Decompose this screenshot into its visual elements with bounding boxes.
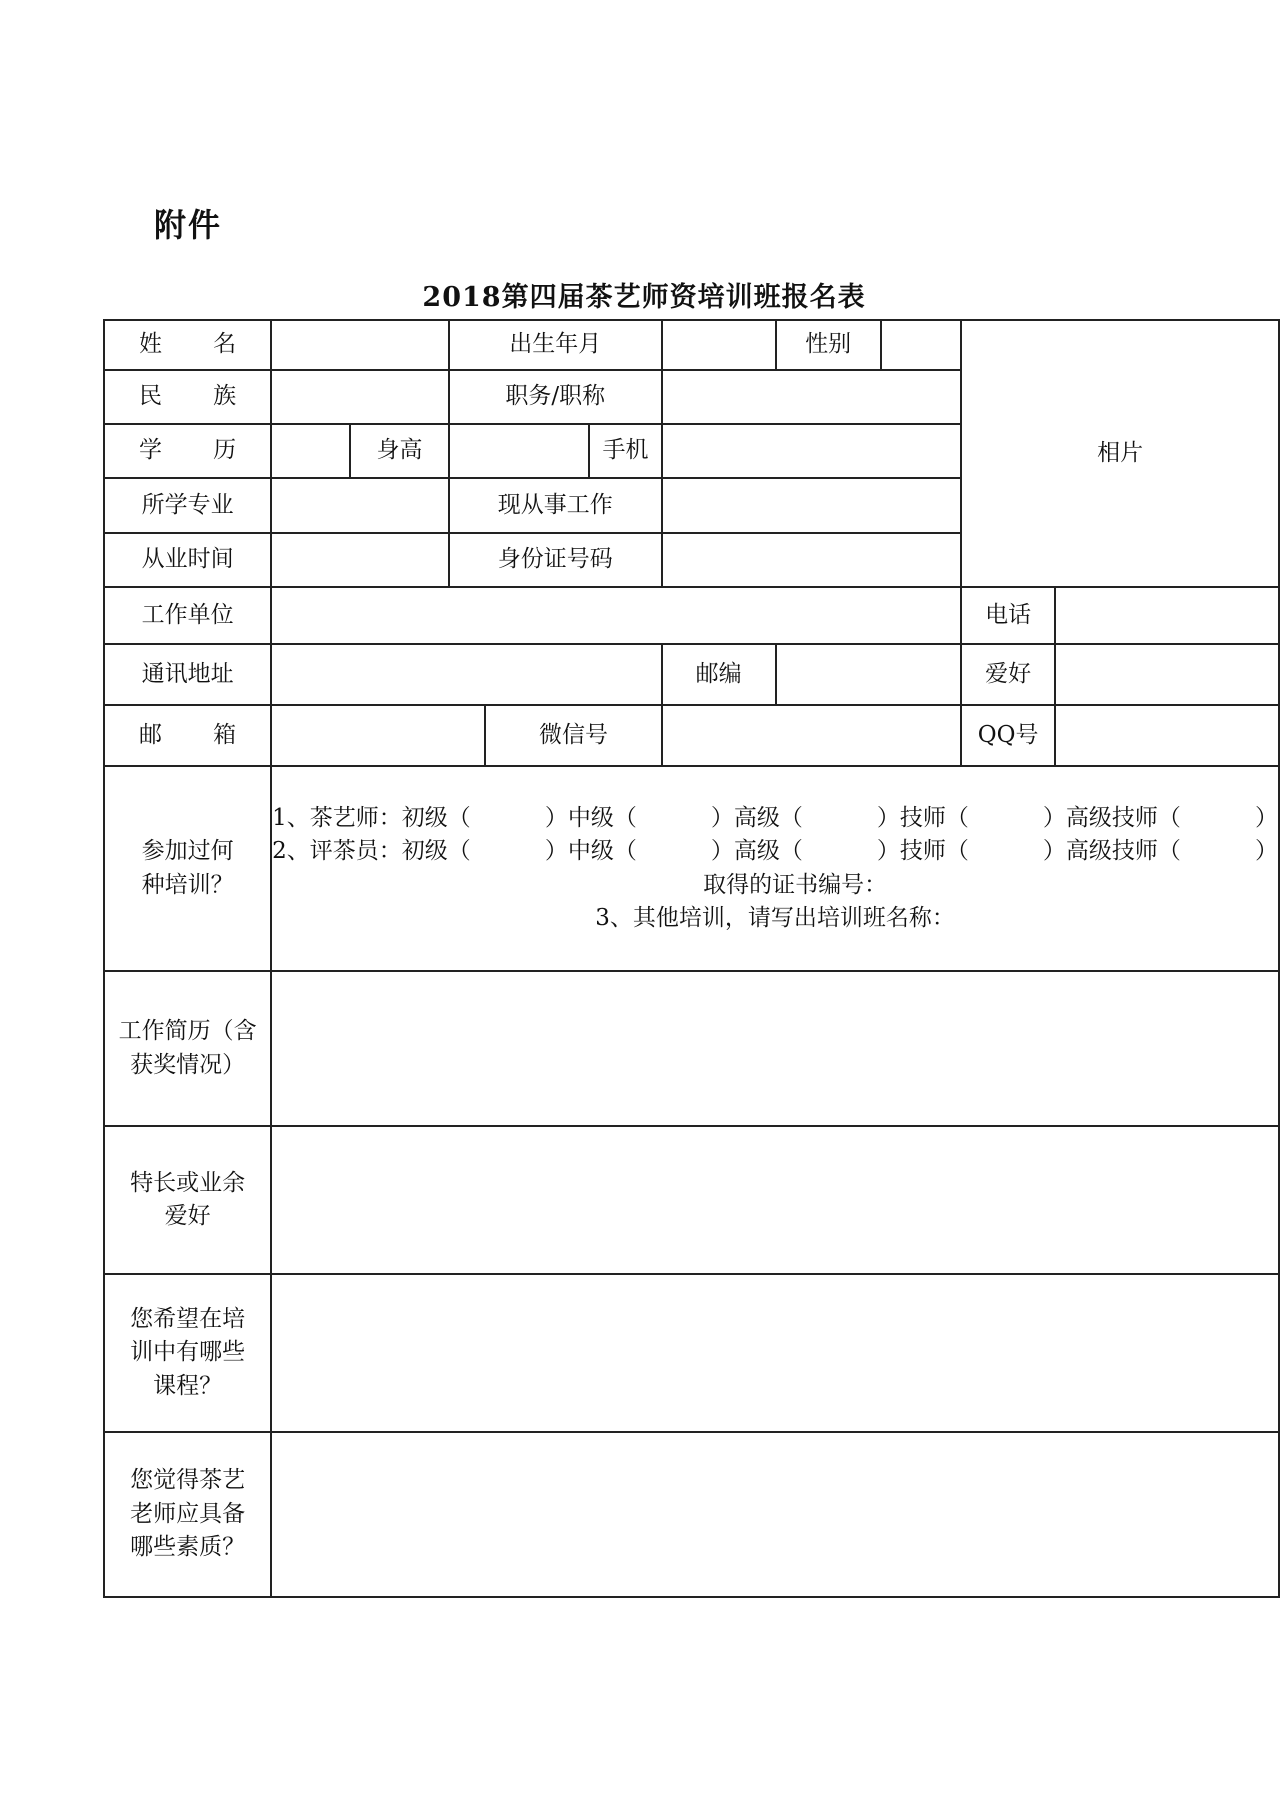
training-field[interactable] xyxy=(271,766,1279,971)
resume-field[interactable] xyxy=(271,971,1279,1126)
training-label: 参加过何 种培训？ xyxy=(104,766,271,971)
id-number-label: 身份证号码 xyxy=(449,533,662,587)
email-field[interactable] xyxy=(271,705,485,766)
hobby-field[interactable] xyxy=(1055,644,1279,705)
name-field[interactable] xyxy=(271,320,449,370)
courses-field[interactable] xyxy=(271,1274,1279,1432)
table-row xyxy=(104,644,1279,705)
attachment-label: 附件 xyxy=(154,206,223,244)
other-training: 3、其他培训，请写出培训班名称： xyxy=(595,904,955,931)
photo-box[interactable]: 相片 xyxy=(961,320,1279,587)
quality-label: 您觉得茶艺 老师应具备 哪些素质？ xyxy=(104,1432,271,1597)
specialty-label: 特长或业余 爱好 xyxy=(104,1126,271,1274)
birth-label: 出生年月 xyxy=(449,320,662,370)
name-label: 姓 名 xyxy=(104,320,271,370)
certificate-number: 取得的证书编号： xyxy=(703,871,888,898)
ethnic-label: 民 族 xyxy=(104,370,271,424)
table-row xyxy=(104,320,1279,370)
ethnic-field[interactable] xyxy=(271,370,449,424)
tea-artist-levels: 1、茶艺师：初级（ ）中级（ ）高级（ ）技师（ ）高级技师（ ） xyxy=(272,804,1278,831)
education-label: 学 历 xyxy=(104,424,271,478)
table-row xyxy=(104,1274,1279,1432)
qq-label: QQ号 xyxy=(961,705,1055,766)
hobby-label: 爱好 xyxy=(961,644,1055,705)
email-label: 邮 箱 xyxy=(104,705,271,766)
wechat-label: 微信号 xyxy=(485,705,661,766)
postcode-label: 邮编 xyxy=(662,644,776,705)
phone-label: 电话 xyxy=(961,587,1055,644)
gender-field[interactable] xyxy=(881,320,962,370)
address-field[interactable] xyxy=(271,644,661,705)
gender-label: 性别 xyxy=(776,320,881,370)
table-row xyxy=(104,971,1279,1126)
major-field[interactable] xyxy=(271,478,449,533)
mobile-label: 手机 xyxy=(589,424,661,478)
quality-field[interactable] xyxy=(271,1432,1279,1597)
wechat-field[interactable] xyxy=(662,705,962,766)
tea-taster-levels: 2、评茶员：初级（ ）中级（ ）高级（ ）技师（ ）高级技师（ ） xyxy=(272,838,1278,865)
major-label: 所学专业 xyxy=(104,478,271,533)
current-work-label: 现从事工作 xyxy=(449,478,662,533)
table-row xyxy=(104,705,1279,766)
form-title: 2018第四届茶艺师资培训班报名表 xyxy=(422,282,866,313)
table-row xyxy=(104,587,1279,644)
birth-field[interactable] xyxy=(662,320,776,370)
education-field[interactable] xyxy=(271,424,350,478)
employer-field[interactable] xyxy=(271,587,961,644)
work-years-field[interactable] xyxy=(271,533,449,587)
postcode-field[interactable] xyxy=(776,644,961,705)
mobile-field[interactable] xyxy=(662,424,962,478)
address-label: 通讯地址 xyxy=(104,644,271,705)
position-label: 职务/职称 xyxy=(449,370,662,424)
registration-form xyxy=(103,319,1280,1598)
employer-label: 工作单位 xyxy=(104,587,271,644)
height-label: 身高 xyxy=(350,424,449,478)
specialty-field[interactable] xyxy=(271,1126,1279,1274)
qq-field[interactable] xyxy=(1055,705,1279,766)
work-years-label: 从业时间 xyxy=(104,533,271,587)
table-row xyxy=(104,1126,1279,1274)
height-field[interactable] xyxy=(449,424,589,478)
current-work-field[interactable] xyxy=(662,478,962,533)
table-row xyxy=(104,766,1279,971)
courses-label: 您希望在培 训中有哪些 课程？ xyxy=(104,1274,271,1432)
resume-label: 工作简历（含 获奖情况） xyxy=(104,971,271,1126)
position-field[interactable] xyxy=(662,370,962,424)
id-number-field[interactable] xyxy=(662,533,962,587)
table-row xyxy=(104,1432,1279,1597)
phone-field[interactable] xyxy=(1055,587,1279,644)
